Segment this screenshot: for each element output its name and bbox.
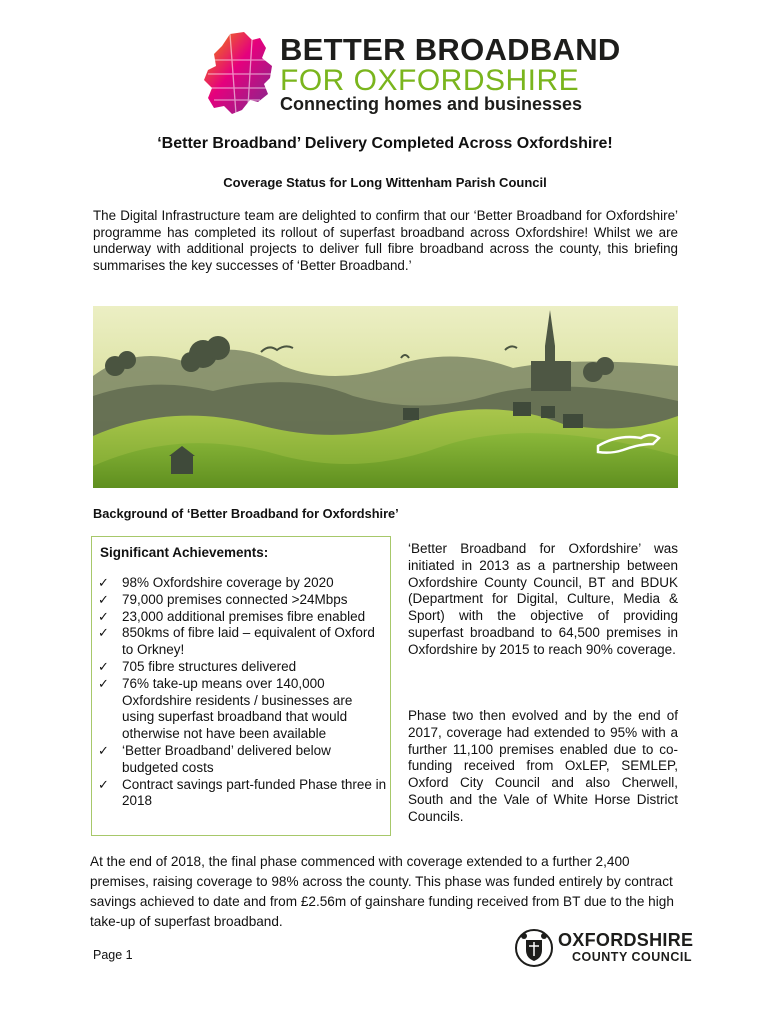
achievements-box	[91, 536, 391, 836]
list-item: ✓ 705 fibre structures delivered	[98, 658, 297, 674]
list-item: ✓ 98% Oxfordshire coverage by 2020	[98, 575, 334, 590]
list-item: ✓ Contract savings part-funded Phase three in 2018	[98, 776, 387, 809]
checkmark-icon: ✓	[98, 625, 109, 641]
list-item: ✓ 23,000 additional premises fibre enabled	[98, 608, 366, 624]
page-title: ‘Better Broadband’ Delivery Completed Across Oxfordshire!	[157, 135, 613, 152]
page-number: Page 1	[93, 948, 133, 962]
checkmark-icon: ✓	[98, 675, 109, 691]
county-logo-line-2: COUNTY COUNCIL	[572, 950, 692, 964]
final-phase-paragraph: At the end of 2018, the final phase commenced with coverage extended to a further 2,400 premises, raising coverage to 98% across the county. This phase was funded entirely by contract savings achieved to date and from £2.56m of gainshare funding received from BT due to the high take-up of superfast broadband.	[90, 854, 674, 929]
list-item: ✓ 850kms of fibre laid – equivalent of Oxford to Orkney!	[98, 625, 375, 658]
achievements-title: Significant Achievements:	[100, 545, 269, 560]
checkmark-icon: ✓	[98, 608, 109, 624]
checkmark-icon: ✓	[98, 575, 109, 590]
oxfordshire-map-logo-icon	[200, 30, 278, 116]
better-broadband-logo	[200, 28, 621, 118]
list-item: ✓ 76% take-up means over 140,000 Oxfordshire residents / businesses are using superfast broadband that would otherwise not have been available	[98, 675, 353, 742]
checkmark-icon: ✓	[98, 658, 109, 674]
logo-line-1: BETTER BROADBAND	[280, 32, 621, 67]
list-item: ✓ 79,000 premises connected >24Mbps	[98, 591, 348, 607]
achievements-list	[98, 575, 388, 810]
background-heading: Background of ‘Better Broadband for Oxfordshire’	[93, 506, 399, 521]
county-crest-icon	[514, 928, 554, 968]
list-item: ✓ ‘Better Broadband’ delivered below budgeted costs	[98, 742, 331, 775]
checkmark-icon: ✓	[98, 742, 109, 758]
countryside-banner-image	[93, 306, 678, 488]
county-logo-line-1: OXFORDSHIRE	[558, 930, 694, 950]
partnership-paragraph: ‘Better Broadband for Oxfordshire’ was initiated in 2013 as a partnership between Oxfordshire County Council, BT and BDUK (Department for Digital, Culture, Media & Sport) with the objective of providing superfast broadband to 64,500 premises in Oxfordshire by 2015 to reach 90% coverage.	[408, 541, 678, 657]
checkmark-icon: ✓	[98, 776, 109, 792]
phase-two-paragraph: Phase two then evolved and by the end of 2017, coverage had extended to 95% with a further 11,100 premises enabled due to co-funding received from OxLEP, SEMLEP, Oxford City Council and also Cherwell, South and the Vale of White Horse District Councils.	[408, 708, 678, 824]
page-subtitle: Coverage Status for Long Wittenham Parish Council	[223, 175, 547, 190]
oxfordshire-county-council-logo	[514, 928, 694, 968]
intro-paragraph: The Digital Infrastructure team are delighted to confirm that our ‘Better Broadband for Oxfordshire’ programme has completed its rollout of superfast broadband across Oxfordshire! Whilst we are underway with additional projects to deliver full fibre broadband across the county, this briefing summarises the key successes of ‘Better Broadband.’	[93, 208, 678, 273]
logo-tagline: Connecting homes and businesses	[280, 94, 583, 114]
logo-line-2: FOR OXFORDSHIRE	[280, 64, 580, 97]
checkmark-icon: ✓	[98, 591, 109, 607]
